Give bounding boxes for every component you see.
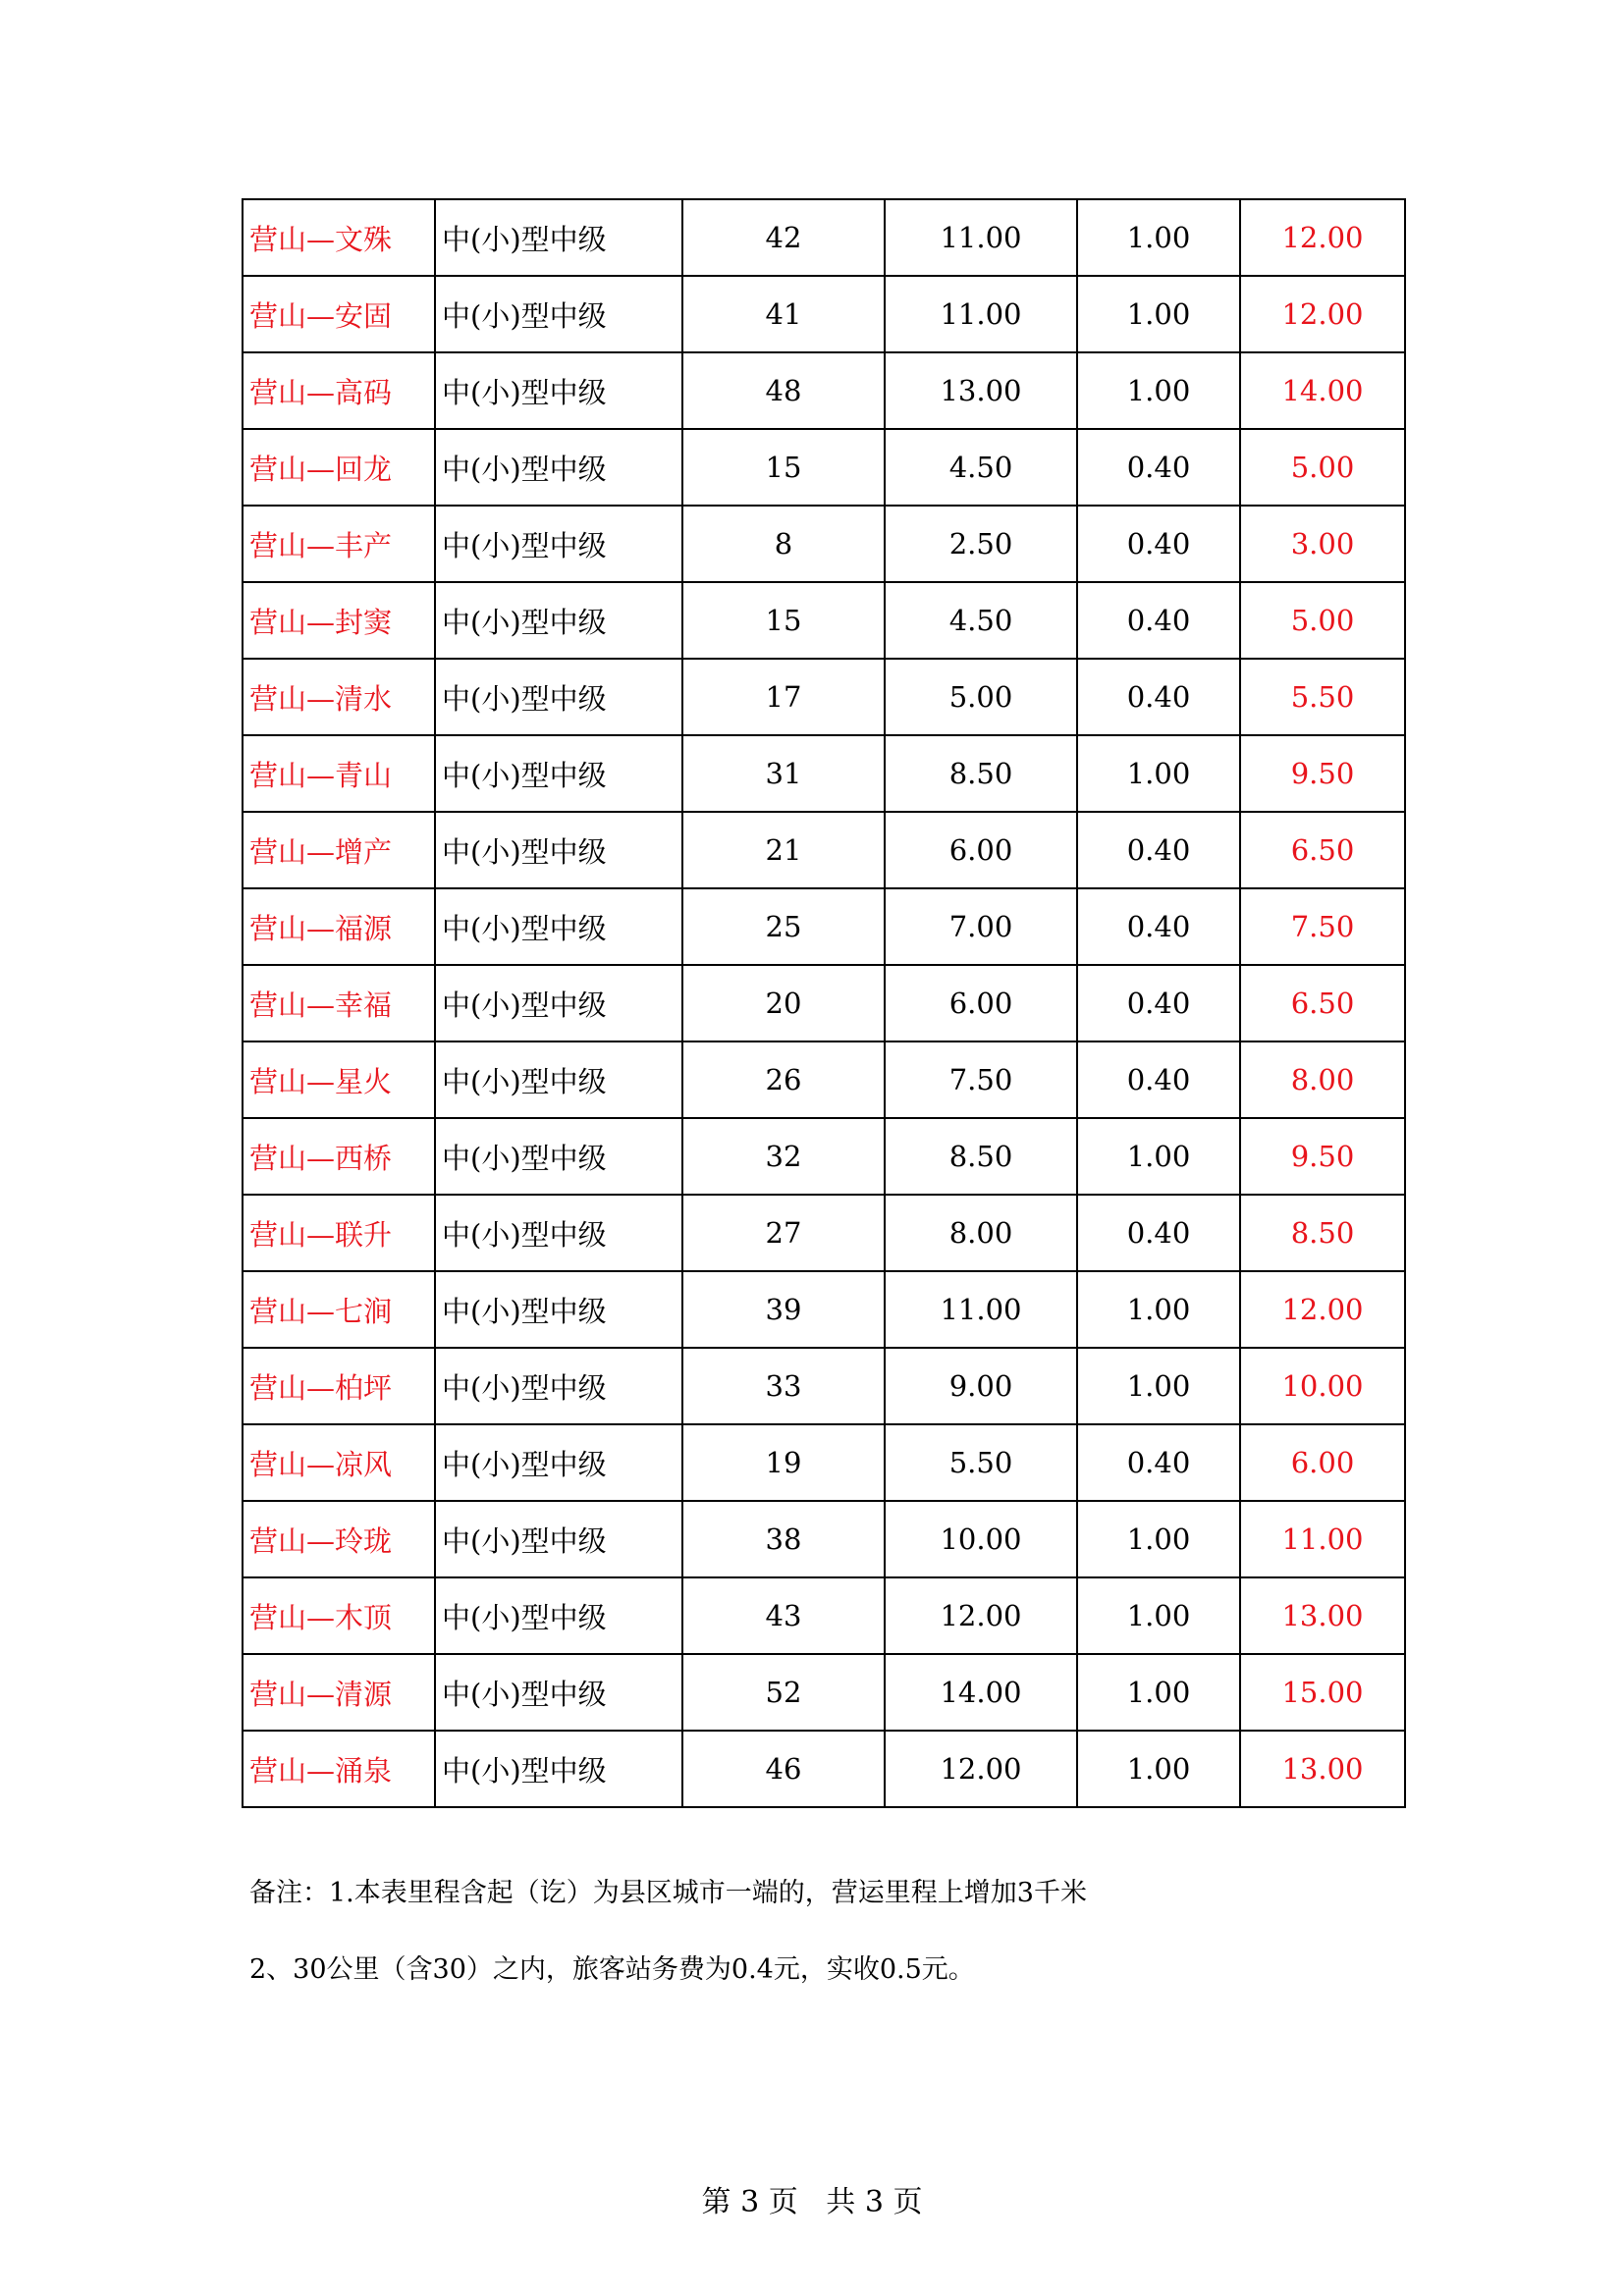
distance-cell: 48 <box>682 352 885 429</box>
table-row <box>243 1041 1405 1118</box>
fare-table <box>242 198 1406 1808</box>
fare-cell: 6.00 <box>885 812 1077 888</box>
total-fare-cell: 14.00 <box>1240 352 1405 429</box>
vehicle-type-cell: 中(小)型中级 <box>435 1041 682 1118</box>
fare-cell: 13.00 <box>885 352 1077 429</box>
station-fee-cell: 1.00 <box>1077 735 1240 812</box>
distance-cell: 26 <box>682 1041 885 1118</box>
vehicle-type-cell: 中(小)型中级 <box>435 965 682 1041</box>
vehicle-type-cell: 中(小)型中级 <box>435 659 682 735</box>
total-fare-cell: 7.50 <box>1240 888 1405 965</box>
route-cell: 营山—清源 <box>243 1654 435 1731</box>
total-fare-cell: 12.00 <box>1240 199 1405 276</box>
vehicle-type-cell: 中(小)型中级 <box>435 352 682 429</box>
station-fee-cell: 0.40 <box>1077 506 1240 582</box>
station-fee-cell: 0.40 <box>1077 812 1240 888</box>
table-row <box>243 1731 1405 1807</box>
route-cell: 营山—西桥 <box>243 1118 435 1195</box>
vehicle-type-cell: 中(小)型中级 <box>435 1501 682 1577</box>
table-row <box>243 1271 1405 1348</box>
table-row <box>243 1195 1405 1271</box>
fare-cell: 4.50 <box>885 582 1077 659</box>
vehicle-type-cell: 中(小)型中级 <box>435 582 682 659</box>
distance-cell: 43 <box>682 1577 885 1654</box>
route-cell: 营山—凉风 <box>243 1424 435 1501</box>
table-row <box>243 812 1405 888</box>
distance-cell: 27 <box>682 1195 885 1271</box>
vehicle-type-cell: 中(小)型中级 <box>435 735 682 812</box>
station-fee-cell: 0.40 <box>1077 659 1240 735</box>
vehicle-type-cell: 中(小)型中级 <box>435 1118 682 1195</box>
table-row <box>243 1654 1405 1731</box>
station-fee-cell: 1.00 <box>1077 352 1240 429</box>
fare-cell: 7.00 <box>885 888 1077 965</box>
route-cell: 营山—涌泉 <box>243 1731 435 1807</box>
total-fare-cell: 6.00 <box>1240 1424 1405 1501</box>
station-fee-cell: 0.40 <box>1077 1195 1240 1271</box>
table-row <box>243 506 1405 582</box>
table-row <box>243 659 1405 735</box>
vehicle-type-cell: 中(小)型中级 <box>435 1348 682 1424</box>
station-fee-cell: 1.00 <box>1077 276 1240 352</box>
total-fare-cell: 10.00 <box>1240 1348 1405 1424</box>
route-cell: 营山—回龙 <box>243 429 435 506</box>
route-cell: 营山—青山 <box>243 735 435 812</box>
distance-cell: 38 <box>682 1501 885 1577</box>
table-row <box>243 1501 1405 1577</box>
station-fee-cell: 1.00 <box>1077 1348 1240 1424</box>
page-footer: 第 3 页 共 3 页 <box>701 2185 923 2219</box>
distance-cell: 33 <box>682 1348 885 1424</box>
distance-cell: 42 <box>682 199 885 276</box>
fare-cell: 2.50 <box>885 506 1077 582</box>
table-row <box>243 965 1405 1041</box>
fare-cell: 11.00 <box>885 199 1077 276</box>
fare-cell: 6.00 <box>885 965 1077 1041</box>
table-row <box>243 1577 1405 1654</box>
total-fare-cell: 6.50 <box>1240 965 1405 1041</box>
route-cell: 营山—七涧 <box>243 1271 435 1348</box>
fare-cell: 10.00 <box>885 1501 1077 1577</box>
table-row <box>243 582 1405 659</box>
station-fee-cell: 1.00 <box>1077 1118 1240 1195</box>
total-fare-cell: 9.50 <box>1240 1118 1405 1195</box>
route-cell: 营山—清水 <box>243 659 435 735</box>
fare-cell: 11.00 <box>885 276 1077 352</box>
distance-cell: 52 <box>682 1654 885 1731</box>
station-fee-cell: 1.00 <box>1077 199 1240 276</box>
fare-cell: 14.00 <box>885 1654 1077 1731</box>
vehicle-type-cell: 中(小)型中级 <box>435 1424 682 1501</box>
total-fare-cell: 5.00 <box>1240 429 1405 506</box>
distance-cell: 32 <box>682 1118 885 1195</box>
station-fee-cell: 0.40 <box>1077 888 1240 965</box>
station-fee-cell: 1.00 <box>1077 1654 1240 1731</box>
table-row <box>243 352 1405 429</box>
vehicle-type-cell: 中(小)型中级 <box>435 506 682 582</box>
station-fee-cell: 0.40 <box>1077 582 1240 659</box>
station-fee-cell: 1.00 <box>1077 1271 1240 1348</box>
vehicle-type-cell: 中(小)型中级 <box>435 199 682 276</box>
route-cell: 营山—木顶 <box>243 1577 435 1654</box>
fare-cell: 12.00 <box>885 1577 1077 1654</box>
route-cell: 营山—封窦 <box>243 582 435 659</box>
total-fare-cell: 3.00 <box>1240 506 1405 582</box>
table-row <box>243 276 1405 352</box>
table-row <box>243 1118 1405 1195</box>
vehicle-type-cell: 中(小)型中级 <box>435 1271 682 1348</box>
total-fare-cell: 15.00 <box>1240 1654 1405 1731</box>
station-fee-cell: 1.00 <box>1077 1731 1240 1807</box>
station-fee-cell: 0.40 <box>1077 965 1240 1041</box>
fare-cell: 5.50 <box>885 1424 1077 1501</box>
table-row <box>243 199 1405 276</box>
total-fare-cell: 13.00 <box>1240 1577 1405 1654</box>
total-fare-cell: 12.00 <box>1240 1271 1405 1348</box>
route-cell: 营山—星火 <box>243 1041 435 1118</box>
total-fare-cell: 9.50 <box>1240 735 1405 812</box>
vehicle-type-cell: 中(小)型中级 <box>435 1731 682 1807</box>
fare-cell: 9.00 <box>885 1348 1077 1424</box>
fare-cell: 11.00 <box>885 1271 1077 1348</box>
vehicle-type-cell: 中(小)型中级 <box>435 276 682 352</box>
note-line-1: 备注：1.本表里程含起（讫）为县区城市一端的，营运里程上增加3千米 <box>249 1878 1087 1908</box>
total-fare-cell: 11.00 <box>1240 1501 1405 1577</box>
fare-table-body <box>243 199 1405 1807</box>
fare-cell: 8.00 <box>885 1195 1077 1271</box>
vehicle-type-cell: 中(小)型中级 <box>435 812 682 888</box>
distance-cell: 15 <box>682 429 885 506</box>
distance-cell: 46 <box>682 1731 885 1807</box>
distance-cell: 41 <box>682 276 885 352</box>
route-cell: 营山—高码 <box>243 352 435 429</box>
distance-cell: 8 <box>682 506 885 582</box>
total-fare-cell: 8.50 <box>1240 1195 1405 1271</box>
distance-cell: 19 <box>682 1424 885 1501</box>
fare-cell: 8.50 <box>885 1118 1077 1195</box>
vehicle-type-cell: 中(小)型中级 <box>435 1195 682 1271</box>
vehicle-type-cell: 中(小)型中级 <box>435 888 682 965</box>
total-fare-cell: 5.50 <box>1240 659 1405 735</box>
total-fare-cell: 5.00 <box>1240 582 1405 659</box>
station-fee-cell: 0.40 <box>1077 429 1240 506</box>
total-fare-cell: 12.00 <box>1240 276 1405 352</box>
note-line-2: 2、30公里（含30）之内，旅客站务费为0.4元，实收0.5元。 <box>249 1954 975 1985</box>
distance-cell: 25 <box>682 888 885 965</box>
station-fee-cell: 1.00 <box>1077 1501 1240 1577</box>
route-cell: 营山—幸福 <box>243 965 435 1041</box>
fare-cell: 7.50 <box>885 1041 1077 1118</box>
route-cell: 营山—增产 <box>243 812 435 888</box>
table-row <box>243 888 1405 965</box>
total-fare-cell: 8.00 <box>1240 1041 1405 1118</box>
distance-cell: 31 <box>682 735 885 812</box>
route-cell: 营山—柏坪 <box>243 1348 435 1424</box>
table-row <box>243 735 1405 812</box>
total-fare-cell: 13.00 <box>1240 1731 1405 1807</box>
fare-cell: 8.50 <box>885 735 1077 812</box>
vehicle-type-cell: 中(小)型中级 <box>435 429 682 506</box>
fare-cell: 12.00 <box>885 1731 1077 1807</box>
distance-cell: 17 <box>682 659 885 735</box>
fare-cell: 5.00 <box>885 659 1077 735</box>
route-cell: 营山—文殊 <box>243 199 435 276</box>
total-fare-cell: 6.50 <box>1240 812 1405 888</box>
table-row <box>243 1348 1405 1424</box>
route-cell: 营山—福源 <box>243 888 435 965</box>
route-cell: 营山—安固 <box>243 276 435 352</box>
distance-cell: 39 <box>682 1271 885 1348</box>
vehicle-type-cell: 中(小)型中级 <box>435 1577 682 1654</box>
table-row <box>243 1424 1405 1501</box>
distance-cell: 21 <box>682 812 885 888</box>
fare-cell: 4.50 <box>885 429 1077 506</box>
station-fee-cell: 1.00 <box>1077 1577 1240 1654</box>
route-cell: 营山—丰产 <box>243 506 435 582</box>
distance-cell: 20 <box>682 965 885 1041</box>
route-cell: 营山—玲珑 <box>243 1501 435 1577</box>
table-row <box>243 429 1405 506</box>
station-fee-cell: 0.40 <box>1077 1041 1240 1118</box>
route-cell: 营山—联升 <box>243 1195 435 1271</box>
station-fee-cell: 0.40 <box>1077 1424 1240 1501</box>
distance-cell: 15 <box>682 582 885 659</box>
vehicle-type-cell: 中(小)型中级 <box>435 1654 682 1731</box>
